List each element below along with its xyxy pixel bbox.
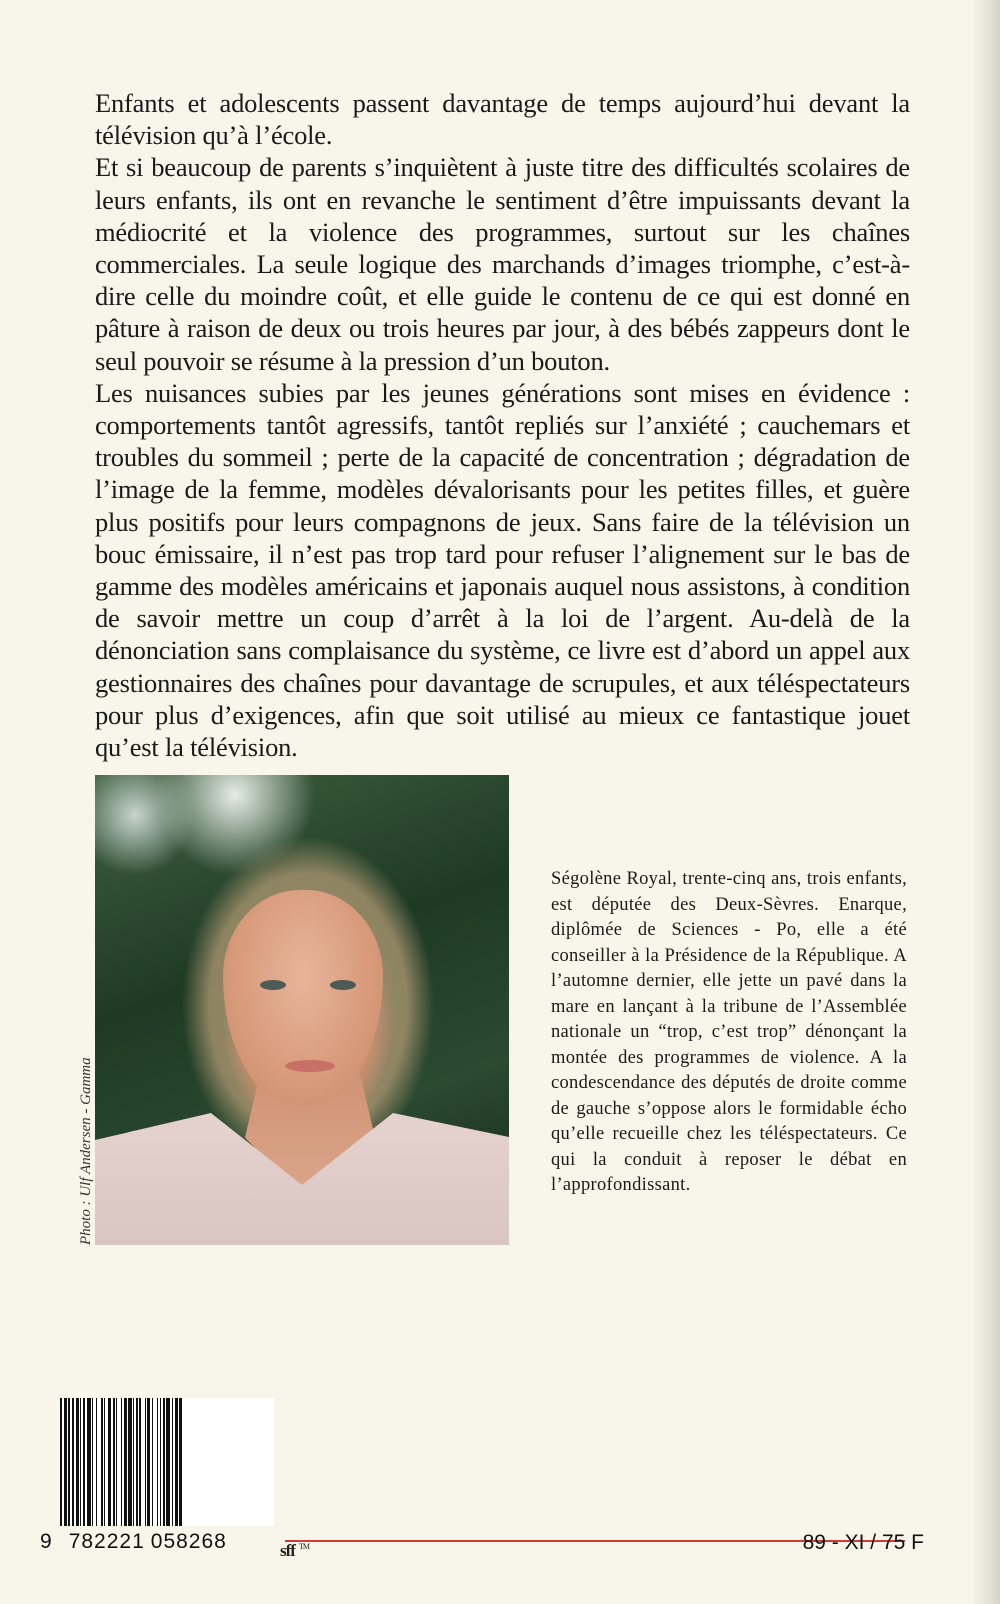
publisher-logo-text: sff [280,1541,295,1560]
isbn-group-2: 058268 [150,1530,227,1553]
author-bio: Ségolène Royal, trente-cinq ans, trois enfants, est députée des Deux-Sèvres. Enarque, diplômée de Sciences - Po, elle a été conseiller à la Présidence de la République. A l’automne dernier, elle jette un pavé dans la mare en lançant à la tribune de l’Assemblée nationale un “trop, c’est trop” dénonçant la montée des programmes de violence. A la condescendance des députés de droite comme de gauche s’oppose alors le formidable écho qu’elle recueille chez les téléspectateurs. Ce qui la conduit à reposer le débat en l’approfondissant. [551,869,907,1195]
blurb [95,87,910,763]
photo-eye-left [260,980,286,990]
isbn-barcode [60,1398,274,1526]
paper-edge [974,0,1000,1604]
publisher-logo [280,1541,309,1561]
photo-credit: Photo : Ulf Andersen - Gamma [78,1057,94,1245]
trademark-mark: TM [298,1542,309,1552]
barcode-bar [179,1398,181,1526]
price-code: 89 - XI / 75 F [802,1531,924,1554]
isbn-lead-digit: 9 [40,1530,53,1553]
photo-eye-right [330,980,356,990]
blurb-paragraph-3: Les nuisances subies par les jeunes générations sont mises en évidence : comportements tantôt agressifs, tantôt repliés sur l’anxiété ; cauchemars et troubles du sommeil ; perte de la capacité de concentration ; dégradation de l’image de la femme, modèles dévalorisants pour les petites filles, et guère plus positifs pour leurs compagnons de jeux. Sans faire de la télévision un bouc émissaire, il n’est pas trop tard pour refuser l’alignement sur le bas de gamme des modèles américains et japonais auquel nous assistons, à condition de savoir mettre un coup d’arrêt à la loi de l’argent. Au-delà de la dénonciation sans complaisance du système, ce livre est d’abord un appel aux gestionnaires des chaînes pour davantage de scrupules, et aux téléspectateurs pour plus d’exigences, afin que soit utilisé au mieux ce fantastique jouet qu’est la télévision. [95,377,910,763]
photo-mouth [285,1060,335,1072]
blurb-paragraph-1: Enfants et adolescents passent davantage de temps aujourd’hui devant la télévision qu’à l’école. [95,88,910,151]
author-photo [95,775,509,1245]
isbn-number [40,1530,227,1554]
blurb-paragraph-2: Et si beaucoup de parents s’inquiètent à juste titre des difficultés scolaires de leurs enfants, ils ont en revanche le sentiment d’être impuissants devant la médiocrité et la violence des programmes, surtout sur les chaînes commerciales. La seule logique des marchands d’images triomphe, c’est-à-dire celle du moindre coût, et elle guide le contenu de ce qui est donné en pâture à raison de deux ou trois heures par jour, à des bébés zappeurs dont le seul pouvoir se résume à la pression d’un bouton. [95,152,910,376]
isbn-group-1: 782221 [68,1530,145,1553]
